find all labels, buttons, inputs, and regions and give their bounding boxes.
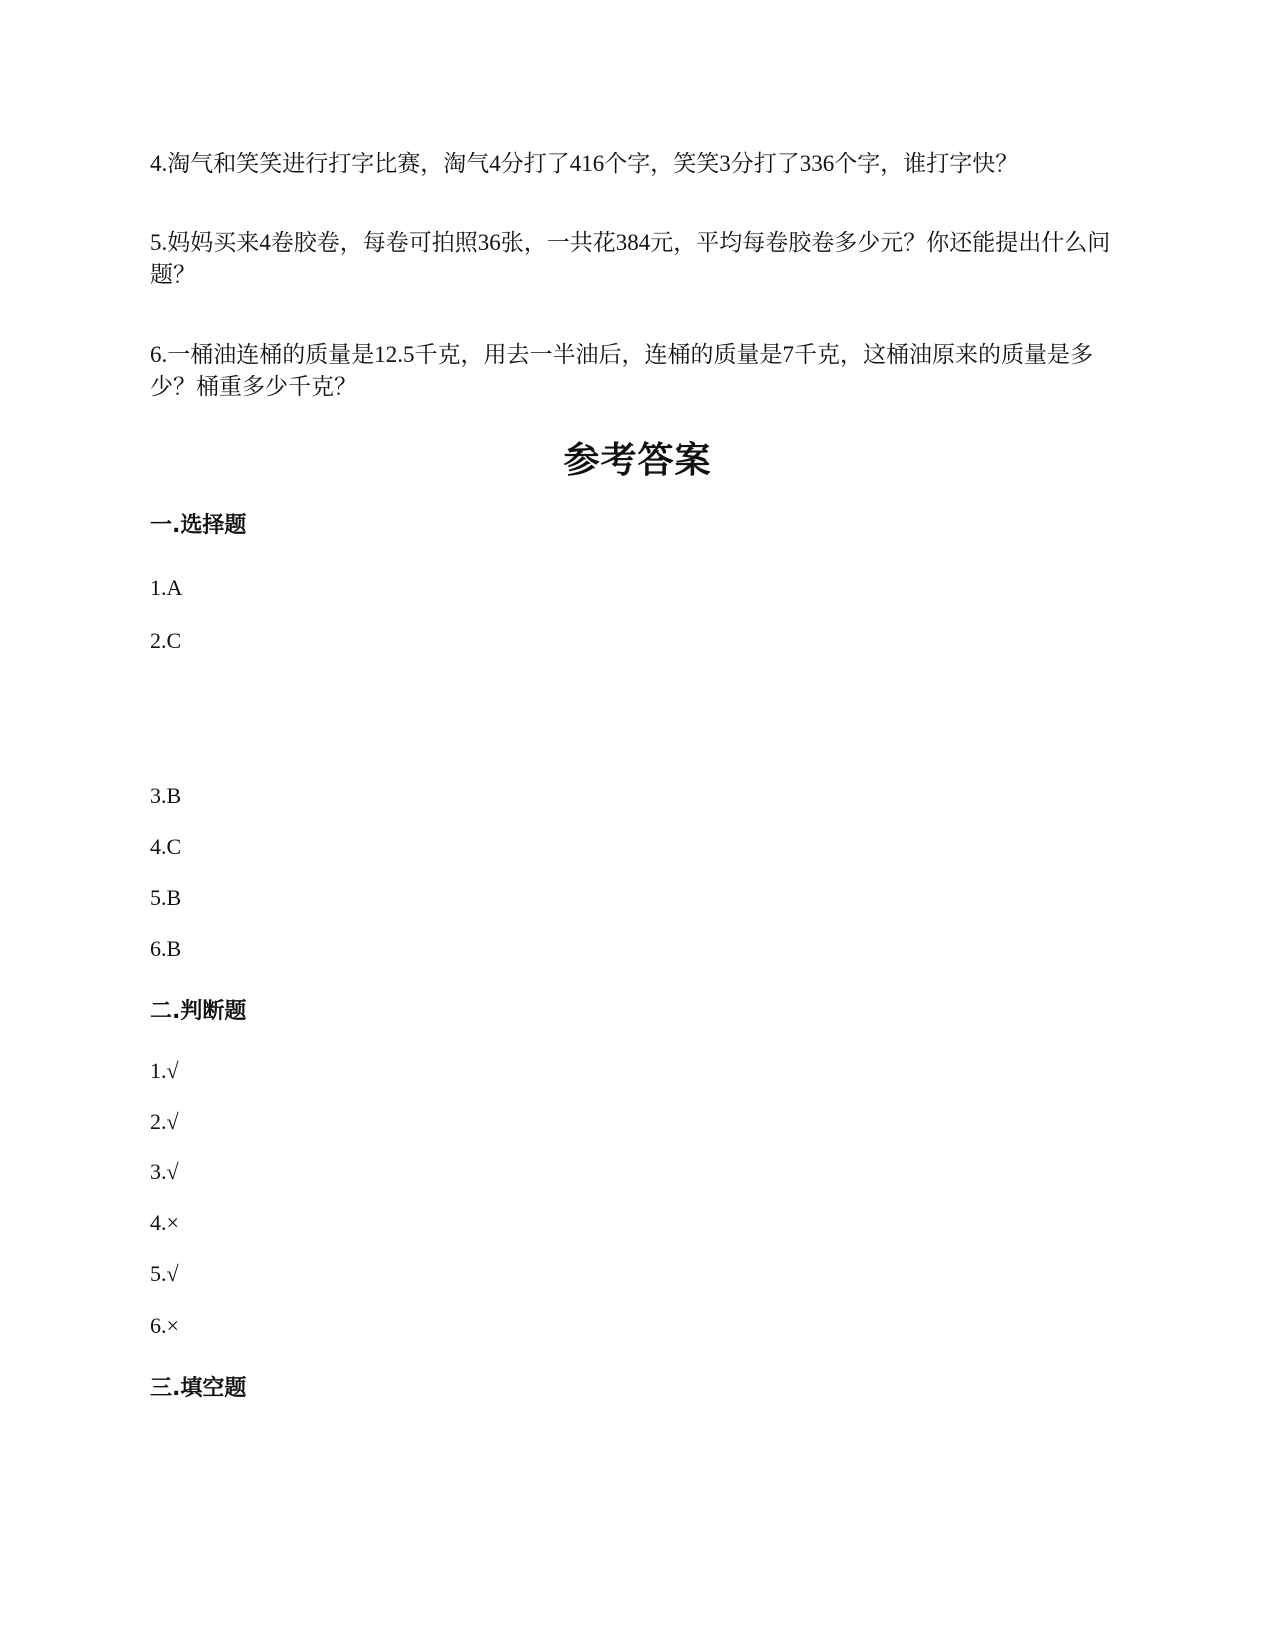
- answer-item: 6.B: [150, 936, 182, 961]
- answer-item: 1.√: [150, 1058, 179, 1083]
- answer-item: 3.B: [150, 783, 182, 808]
- answer-title: 参考答案: [563, 440, 712, 481]
- answer-item: 2.C: [150, 628, 182, 653]
- question-6: 6.一桶油连桶的质量是12.5千克，用去一半油后，连桶的质量是7千克，这桶油原来的质量是多少？桶重多少千克？: [150, 342, 1093, 399]
- answer-item: 3.√: [150, 1159, 179, 1184]
- answer-item: 2.√: [150, 1109, 179, 1134]
- answer-item: 4.C: [150, 834, 182, 859]
- section-heading-fill-blank: 三.填空题: [150, 1376, 247, 1401]
- answer-item: 1.A: [150, 575, 183, 600]
- question-4: 4.淘气和笑笑进行打字比赛，淘气4分打了416个字，笑笑3分打了336个字，谁打字快？: [150, 151, 1019, 176]
- answer-item: 5.B: [150, 885, 182, 910]
- answer-item: 5.√: [150, 1261, 179, 1286]
- section-heading-choice: 一.选择题: [150, 513, 247, 538]
- section-heading-judgment: 二.判断题: [150, 999, 247, 1024]
- question-5: 5.妈妈买来4卷胶卷，每卷可拍照36张，一共花384元，平均每卷胶卷多少元？你还能提出什么问题？: [150, 230, 1111, 287]
- answer-item: 4.×: [150, 1210, 179, 1235]
- answer-item: 6.×: [150, 1313, 179, 1338]
